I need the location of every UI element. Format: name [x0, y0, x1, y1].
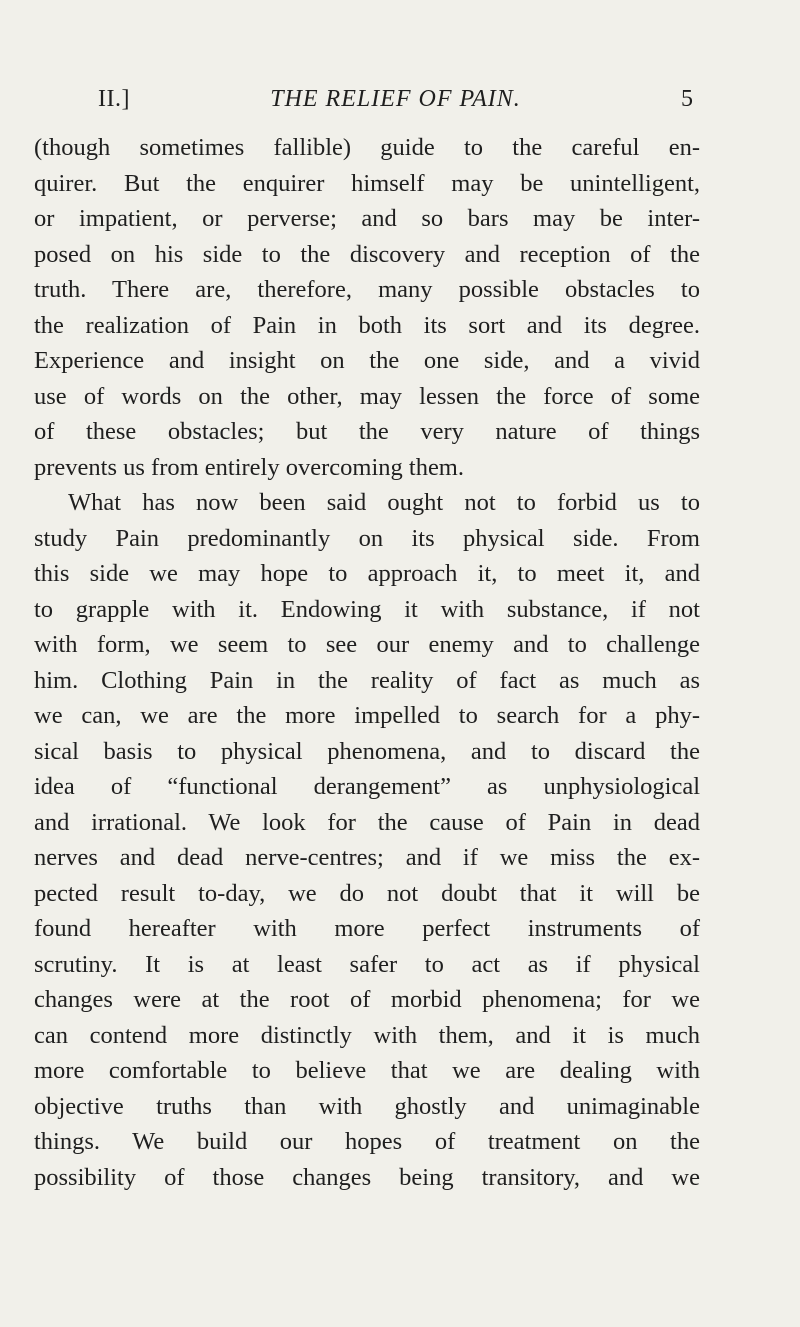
text-line: this side we may hope to approach it, to meet it, and — [34, 560, 700, 587]
text-line: (though sometimes fallible) guide to the careful en- — [34, 134, 700, 161]
text-line: sical basis to physical phenomena, and to discard the — [34, 737, 700, 765]
page-number: 5 — [681, 86, 693, 112]
text-line: idea of “functional derangement” as unphysiological — [34, 773, 700, 800]
text-line: him. Clothing Pain in the reality of fact as much as — [34, 666, 700, 694]
text-line: pected result to-day, we do not doubt that it will be — [34, 879, 700, 907]
body-text — [34, 130, 700, 1195]
running-head — [98, 86, 693, 116]
text-line: prevents us from entirely overcoming them. — [34, 453, 464, 481]
chapter-marker: II.] — [98, 86, 130, 112]
text-line: scrutiny. It is at least safer to act as if physical — [34, 950, 700, 978]
text-line: can contend more distinctly with them, and it is much — [34, 1021, 700, 1049]
text-line: found hereafter with more perfect instruments of — [34, 915, 700, 942]
text-line: or impatient, or perverse; and so bars may be inter- — [34, 205, 700, 232]
text-line: we can, we are the more impelled to search for a phy- — [34, 702, 700, 729]
text-line: quirer. But the enquirer himself may be unintelligent, — [34, 169, 700, 197]
text-line: possibility of those changes being transitory, and we — [34, 1163, 700, 1191]
text-line: posed on his side to the discovery and reception of the — [34, 240, 700, 268]
text-line: study Pain predominantly on its physical side. From — [34, 524, 700, 552]
text-line: nerves and dead nerve-centres; and if we miss the ex- — [34, 844, 700, 871]
text-line: things. We build our hopes of treatment on the — [34, 1128, 700, 1155]
text-line: the realization of Pain in both its sort and its degree. — [34, 311, 700, 339]
text-line: with form, we seem to see our enemy and to challenge — [34, 631, 700, 658]
text-line: truth. There are, therefore, many possible obstacles to — [34, 276, 700, 303]
text-line: What has now been said ought not to forbid us to — [68, 489, 700, 516]
text-line: of these obstacles; but the very nature of things — [34, 418, 700, 445]
text-line: more comfortable to believe that we are dealing with — [34, 1057, 700, 1084]
running-title: THE RELIEF OF PAIN. — [270, 86, 521, 112]
text-line: and irrational. We look for the cause of Pain in dead — [34, 808, 700, 836]
text-line: to grapple with it. Endowing it with substance, if not — [34, 595, 700, 623]
text-line: objective truths than with ghostly and unimaginable — [34, 1092, 700, 1120]
text-line: Experience and insight on the one side, and a vivid — [34, 347, 700, 374]
text-line: use of words on the other, may lessen the force of some — [34, 382, 700, 410]
text-line: changes were at the root of morbid phenomena; for we — [34, 986, 700, 1013]
